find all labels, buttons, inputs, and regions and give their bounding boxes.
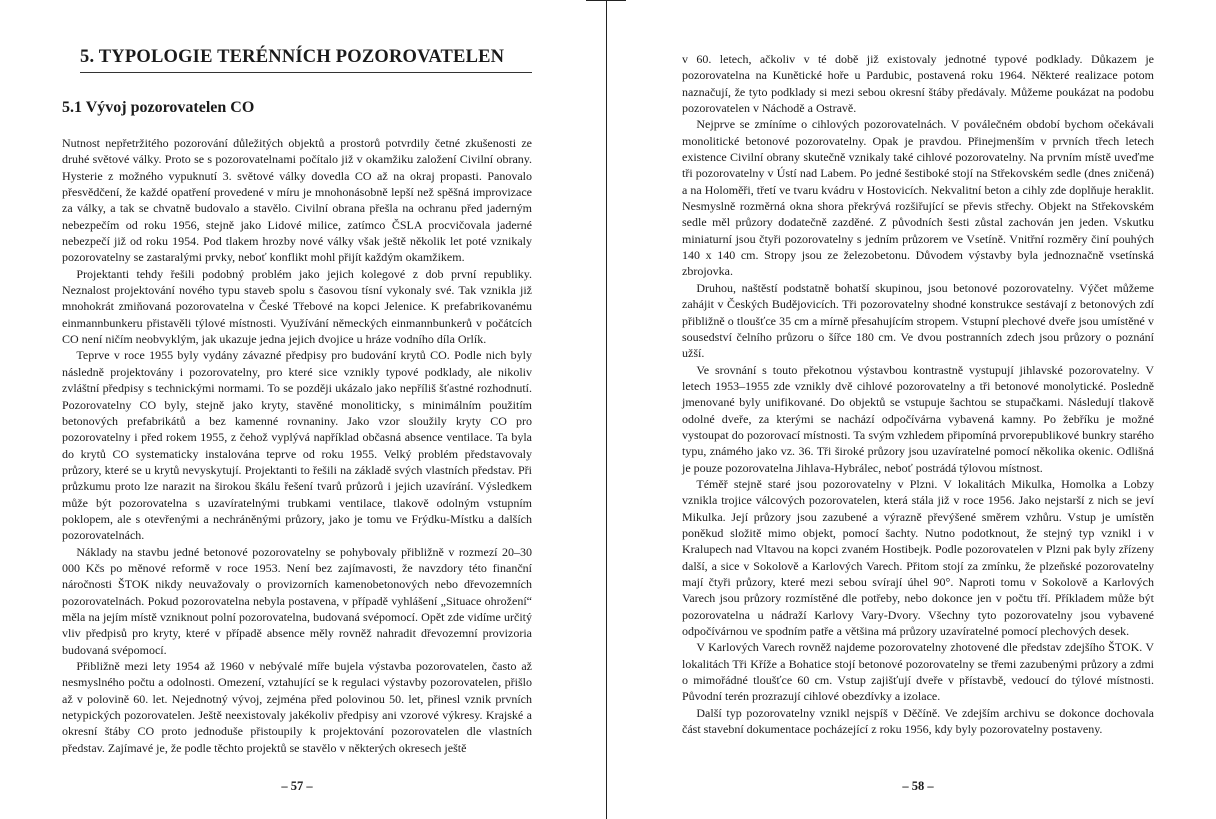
paragraph: Nutnost nepřetržitého pozorování důležitých objektů a prostorů potvrdily četné zkušenosti ze druhé světové války. Proto se s pozorovatelnami počítalo již v okamžiku založení Civilní obrany. Hysterie z možného vypuknutí 3. světové války dovedla CO až na okraj propasti. Panovalo přesvědčení, že každé opatření provedené v míru je mnohonásobně lepší než spěšná improvizace za války, a tak se chvatně budovalo a stavělo. Civilní obrana přešla na ochranu před jaderným nebezpečím od roku 1956, stejně jako Lidové milice, zatímco ČSLA procvičovala jaderné nebezpečí již od roku 1954. Pod tlakem hrozby nové války však ještě několik let poté vznikaly pozorovatelny se zastaralými prvky, neboť konflikt mohl přijít každým okamžikem. — [62, 136, 532, 265]
left-body-text — [62, 135, 532, 756]
left-page — [62, 0, 532, 819]
paragraph: Další typ pozorovatelny vznikl nejspíš v Děčíně. Ve zdejším archivu se dokonce dochovala část stavební dokumentace pocházející z roku 1956, kdy byly pozorovatelny postaveny. — [682, 705, 1154, 737]
paragraph: Projektanti tehdy řešili podobný problém jako jejich kolegové z dob první republiky. Neznalost projektování nového typu staveb spolu s časovou tísní vykonaly své. Tak vznikla již mnohokrát zmiňovaná pozorovatelna v České Třebové na kopci Jelenice. K prefabrikovanému einmannbunkeru přistavěli týlové místnosti. Využívání německých einmannbunkerů v počátcích CO není ničím neobvyklým, jak ukazuje jedna jejich dvojice u hráze vodního díla Orlík. — [62, 266, 532, 347]
paragraph: Náklady na stavbu jedné betonové pozorovatelny se pohybovaly přibližně v rozmezí 20–30 000 Kčs po měnové reformě v roce 1953. Není bez zajímavosti, že navzdory této finanční náročnosti ŠTOK nikdy neuvažovaly o provizorních kamenobetonových nebo dřevozemních pozorovatelnách. Pokud pozorovatelna nebyla postavena, v případě vyhlášení „Situace ohrožení“ měla na jejím místě vzniknout polní pozorovatelna, budovaná svépomocí. Opět zde vidíme určitý vliv předpisů pro kryty, které v případě absence měly rovněž nahradit dřevozemní provizoria budovaná svépomocí. — [62, 544, 532, 657]
gutter-crop-mark — [586, 0, 626, 1]
paragraph: Přibližně mezi lety 1954 až 1960 v nebývalé míře bujela výstavba pozorovatelen, často až nesmyslného počtu a odolnosti. Omezení, vztahující se k regulaci výstavby pozorovatelen, přišlo až v polovině 60. let. Nejednotný vývoj, zejména před polovinou 50. let, přinesl vznik prvních netypických pozorovatelen. Ještě neexistovaly jakékoliv předpisy ani vzorové výkresy. Krajské a okresní štáby CO proto jednoduše přistoupily k projektování pozorovatelen dle vlastních představ. Zajímavé je, že podle těchto projektů se stavělo v některých okresech ještě — [62, 659, 532, 755]
chapter-title: 5. TYPOLOGIE TERÉNNÍCH POZOROVATELEN — [80, 47, 505, 67]
chapter-title-rule — [80, 72, 532, 73]
paragraph: Teprve v roce 1955 byly vydány závazné předpisy pro budování krytů CO. Podle nich byly následně projektovány i pozorovatelny, pro které sice vznikly typové podklady, ale nikoliv zvláštní předpisy s technickými normami. To se později ukázalo jako nepříliš šťastné rozhodnutí. Pozorovatelny CO byly, stejně jako kryty, stavěné monoliticky, s minimálním použitím betonových prefabrikátů a bez kamenné rovnaniny. Jako vzor sloužily kryty CO pro pozorovatelny i před rokem 1955, z čehož vyplývá například občasná absence ventilace. Ta byla do krytů CO systematicky instalována teprve od roku 1955. Velký problém představovaly průzory, které se u krytů nevyskytují. Projektanti to řešili na základě svých vlastních představ. Při průzkumu proto lze narazit na širokou škálu řešení tvarů průzorů i jejich uzavírání. Výsledkem může být pozorovatelna s uzavíratelnými trubkami ventilace, tlakově odolným vstupním poklopem, ale s otevřenými a nechráněnými průzory, jako je tomu ve Frýdku-Místku a dalších pozorovatelnách. — [62, 348, 532, 543]
paragraph: v 60. letech, ačkoliv v té době již existovaly jednotné typové podklady. Důkazem je pozorovatelna na Kunětické hoře u Pardubic, postavená roku 1964. Některé realizace potom naznačují, že tyto podklady si mezi sebou okresní štáby předávaly. Můžeme poukázat na podobu pozorovatelen v Náchodě a Ostravě. — [682, 52, 1154, 116]
gutter-line — [606, 0, 607, 819]
right-page — [682, 0, 1154, 819]
paragraph: Ve srovnání s touto překotnou výstavbou kontrastně vystupují jihlavské pozorovatelny. V letech 1953–1955 zde vznikly dvě cihlové pozorovatelny a tři betonové monolytické. Posledně jmenované byly unifikované. Do objektů se vstupuje šachtou se stupačkami. Následují tlakově odolné dveře, za kterými se nachází odpočívárna vybavená kamny. Po žebříku je možné vystoupat do pozorovací místnosti. Ta svým vzhledem připomíná prvorepublikové bunkry starého typu, známého jako vz. 36. Tři široké průzory jsou uzavíratelné pomocí několika okenic. Odlišná je pouze pozorovatelna Jihlava-Hybrálec, neboť postrádá týlovou místnost. — [682, 362, 1154, 475]
page-number: – 57 – — [281, 779, 313, 793]
page-number: – 58 – — [902, 779, 934, 793]
paragraph: V Karlových Varech rovněž najdeme pozorovatelny zhotovené dle představ zdejšího ŠTOK. V lokalitách Tři Kříže a Bohatice stojí betonové pozorovatelny se třemi zazubenými průzory a zdmi o mimořádné tloušťce 60 cm. Vstup zajišťují dveře v přístavbě, vedoucí do týlové místnosti. Původní terén prozrazují cihlové obezdívky a izolace. — [682, 640, 1154, 704]
section-title: 5.1 Vývoj pozorovatelen CO — [62, 99, 255, 116]
right-body-text — [682, 51, 1154, 737]
paragraph: Druhou, naštěstí podstatně bohatší skupinou, jsou betonové pozorovatelny. Výčet můžeme zahájit v Českých Budějovicích. Tři pozorovatelny shodné konstrukce sestávají z betonových zdí přibližně o tloušťce 35 cm a mírně přesahujícím stropem. Vstupní plechové dveře jsou umístěné v sousedství čelního průzoru o šířce 180 cm. Ve dvou postranních zdech jsou průzory o poznání užší. — [682, 280, 1154, 361]
paragraph: Nejprve se zmíníme o cihlových pozorovatelnách. V poválečném období bychom očekávali monolitické betonové pozorovatelny. Opak je pravdou. Přinejmenším v prvních třech letech existence Civilní obrany skutečně vznikaly také cihlové pozorovatelny. Na prvním místě uveďme tři pozorovatelny v Ústí nad Labem. Po jedné šestiboké stojí na Střekovském sedle (dnes zničená) a na Holoměři, třetí ve tvaru kvádru v Hostovicích. Nekvalitní beton a cihly zde doplňuje heraklit. Nesmyslně rozměrná okna shora překrývá rozšiřující se převis střechy. Objekt na Střekovském sedle měl průzory dodatečně zazděné. Z původních šesti zůstal zachován jen jeden. Vskutku miniaturní jsou čtyři pozorovatelny s jedním průzorem ve Vsetíně. Vnitřní rozměry činí pouhých 140 x 140 cm. Stropy jsou ze železobetonu. Důvodem výstavby byla jednoznačně vsetínská zbrojovka. — [682, 117, 1154, 279]
paragraph: Téměř stejně staré jsou pozorovatelny v Plzni. V lokalitách Mikulka, Homolka a Lobzy vznikla trojice válcových pozorovatelen, která stála již v roce 1956. Jako nejstarší z nich se jeví Mikulka. Její průzory jsou zazubené a výrazně převýšené směrem vzhůru. Vstup je umístěn poněkud složitě mimo objekt, pomocí šachty. Nutno podotknout, že stejný typ vznikl i v Kralupech nad Vltavou na kopci zvaném Hostibejk. Podle pozorovatelen v Plzni pak byly zřízeny další, a sice v Sokolově a Karlových Varech. Přitom stojí za zmínku, že plzeňské pozorovatelny mají čtyři průzory, které mezi sebou svírají úhel 90°. Naproti tomu v Sokolově a Karlových Varech jsou průzory rozmístěné dle potřeby, nebo dokonce jen v počtu tří. Příkladem může být pozorovatelna u nádraží Karlovy Vary-Dvory. Všechny tyto pozorovatelny jsou vybavené odpočívárnou ve spodním patře a většina má průzory uzavíratelné pomocí plechových desek. — [682, 476, 1154, 639]
